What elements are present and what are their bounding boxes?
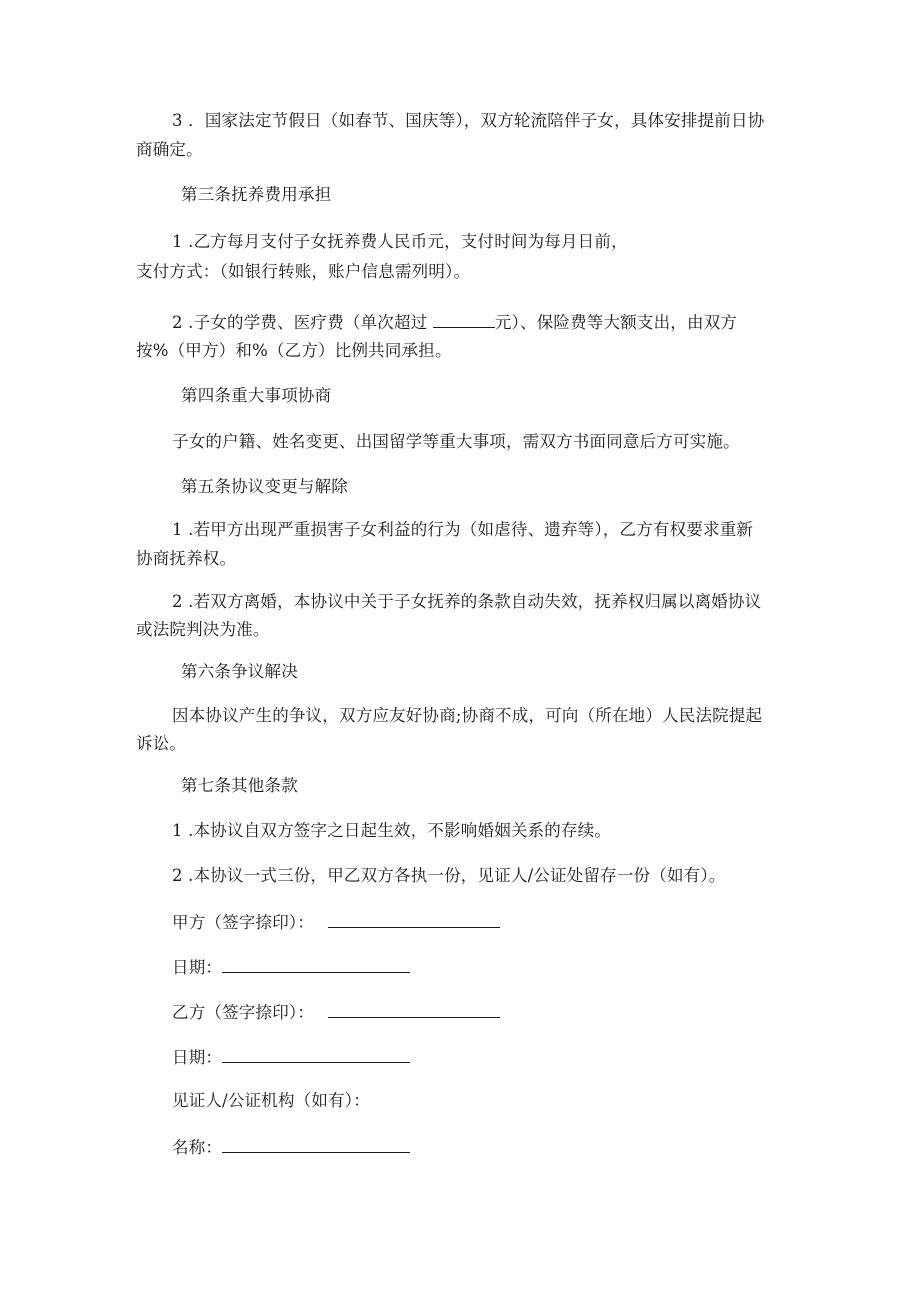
article-3-item-1-line-2: 支付方式：（如银行转账，账户信息需列明）。 — [136, 262, 471, 281]
date-label-2: 日期： — [172, 1048, 223, 1067]
article-3-item-1-line-1: 1 .乙方每月支付子女抚养费人民币元，支付时间为每月日前， — [172, 232, 628, 251]
article-7-item-2: 2 .本协议一式三份，甲乙双方各执一份，见证人/公证处留存一份（如有）。 — [172, 866, 726, 885]
date-label-1: 日期： — [172, 958, 223, 977]
name-label: 名称： — [172, 1138, 223, 1157]
article-3-heading: 第三条抚养费用承担 — [181, 185, 332, 204]
article-5-item-1-line-1: 1 .若甲方出现严重损害子女利益的行为（如虐待、遗弃等），乙方有权要求重新 — [172, 520, 754, 539]
party-a-signature-blank — [328, 911, 500, 928]
name-blank — [222, 1136, 410, 1153]
party-b-label: 乙方（签字捺印）： — [172, 1003, 315, 1022]
article-3-item-2-line-1 — [172, 311, 737, 333]
article-5-heading: 第五条协议变更与解除 — [181, 477, 348, 496]
article-5-item-1-line-2: 协商抚养权。 — [136, 549, 237, 568]
clause-2-item-3-line-1: 3 ．国家法定节假日（如春节、国庆等），双方轮流陪伴子女，具体安排提前日协 — [172, 111, 765, 130]
party-b-signature-blank — [328, 1001, 500, 1018]
article-5-item-2-line-1: 2 .若双方离婚，本协议中关于子女抚养的条款自动失效，抚养权归属以离婚协议 — [172, 592, 762, 611]
name-row — [172, 1136, 410, 1158]
clause-2-item-3-line-2: 商确定。 — [136, 140, 203, 159]
article-4-text: 子女的户籍、姓名变更、出国留学等重大事项，需双方书面同意后方可实施。 — [172, 432, 740, 451]
article-4-heading: 第四条重大事项协商 — [181, 386, 332, 405]
amount-blank — [433, 311, 495, 328]
witness-label: 见证人/公证机构（如有）： — [172, 1091, 370, 1110]
article-6-heading: 第六条争议解决 — [181, 662, 298, 681]
party-a-signature-row — [172, 911, 500, 933]
article-3-item-2-text-before-blank: 2 .子女的学费、医疗费（单次超过 — [172, 313, 433, 332]
article-3-item-2-line-2: 按%（甲方）和%（乙方）比例共同承担。 — [136, 341, 452, 360]
article-5-item-2-line-2: 或法院判决为准。 — [136, 620, 270, 639]
date-row-2 — [172, 1046, 410, 1068]
article-7-item-1: 1 .本协议自双方签字之日起生效，不影响婚姻关系的存续。 — [172, 821, 612, 840]
article-6-text-line-1: 因本协议产生的争议，双方应友好协商;协商不成，可向（所在地）人民法院提起 — [172, 706, 763, 725]
article-3-item-2-text-after-blank: 元）、保险费等大额支出，由双方 — [494, 313, 738, 332]
date-blank-2 — [222, 1046, 410, 1063]
article-6-text-line-2: 诉讼。 — [136, 734, 187, 753]
party-b-signature-row — [172, 1001, 500, 1023]
party-a-label: 甲方（签字捺印）： — [172, 913, 315, 932]
date-row-1 — [172, 956, 410, 978]
date-blank-1 — [222, 956, 410, 973]
article-7-heading: 第七条其他条款 — [181, 776, 298, 795]
